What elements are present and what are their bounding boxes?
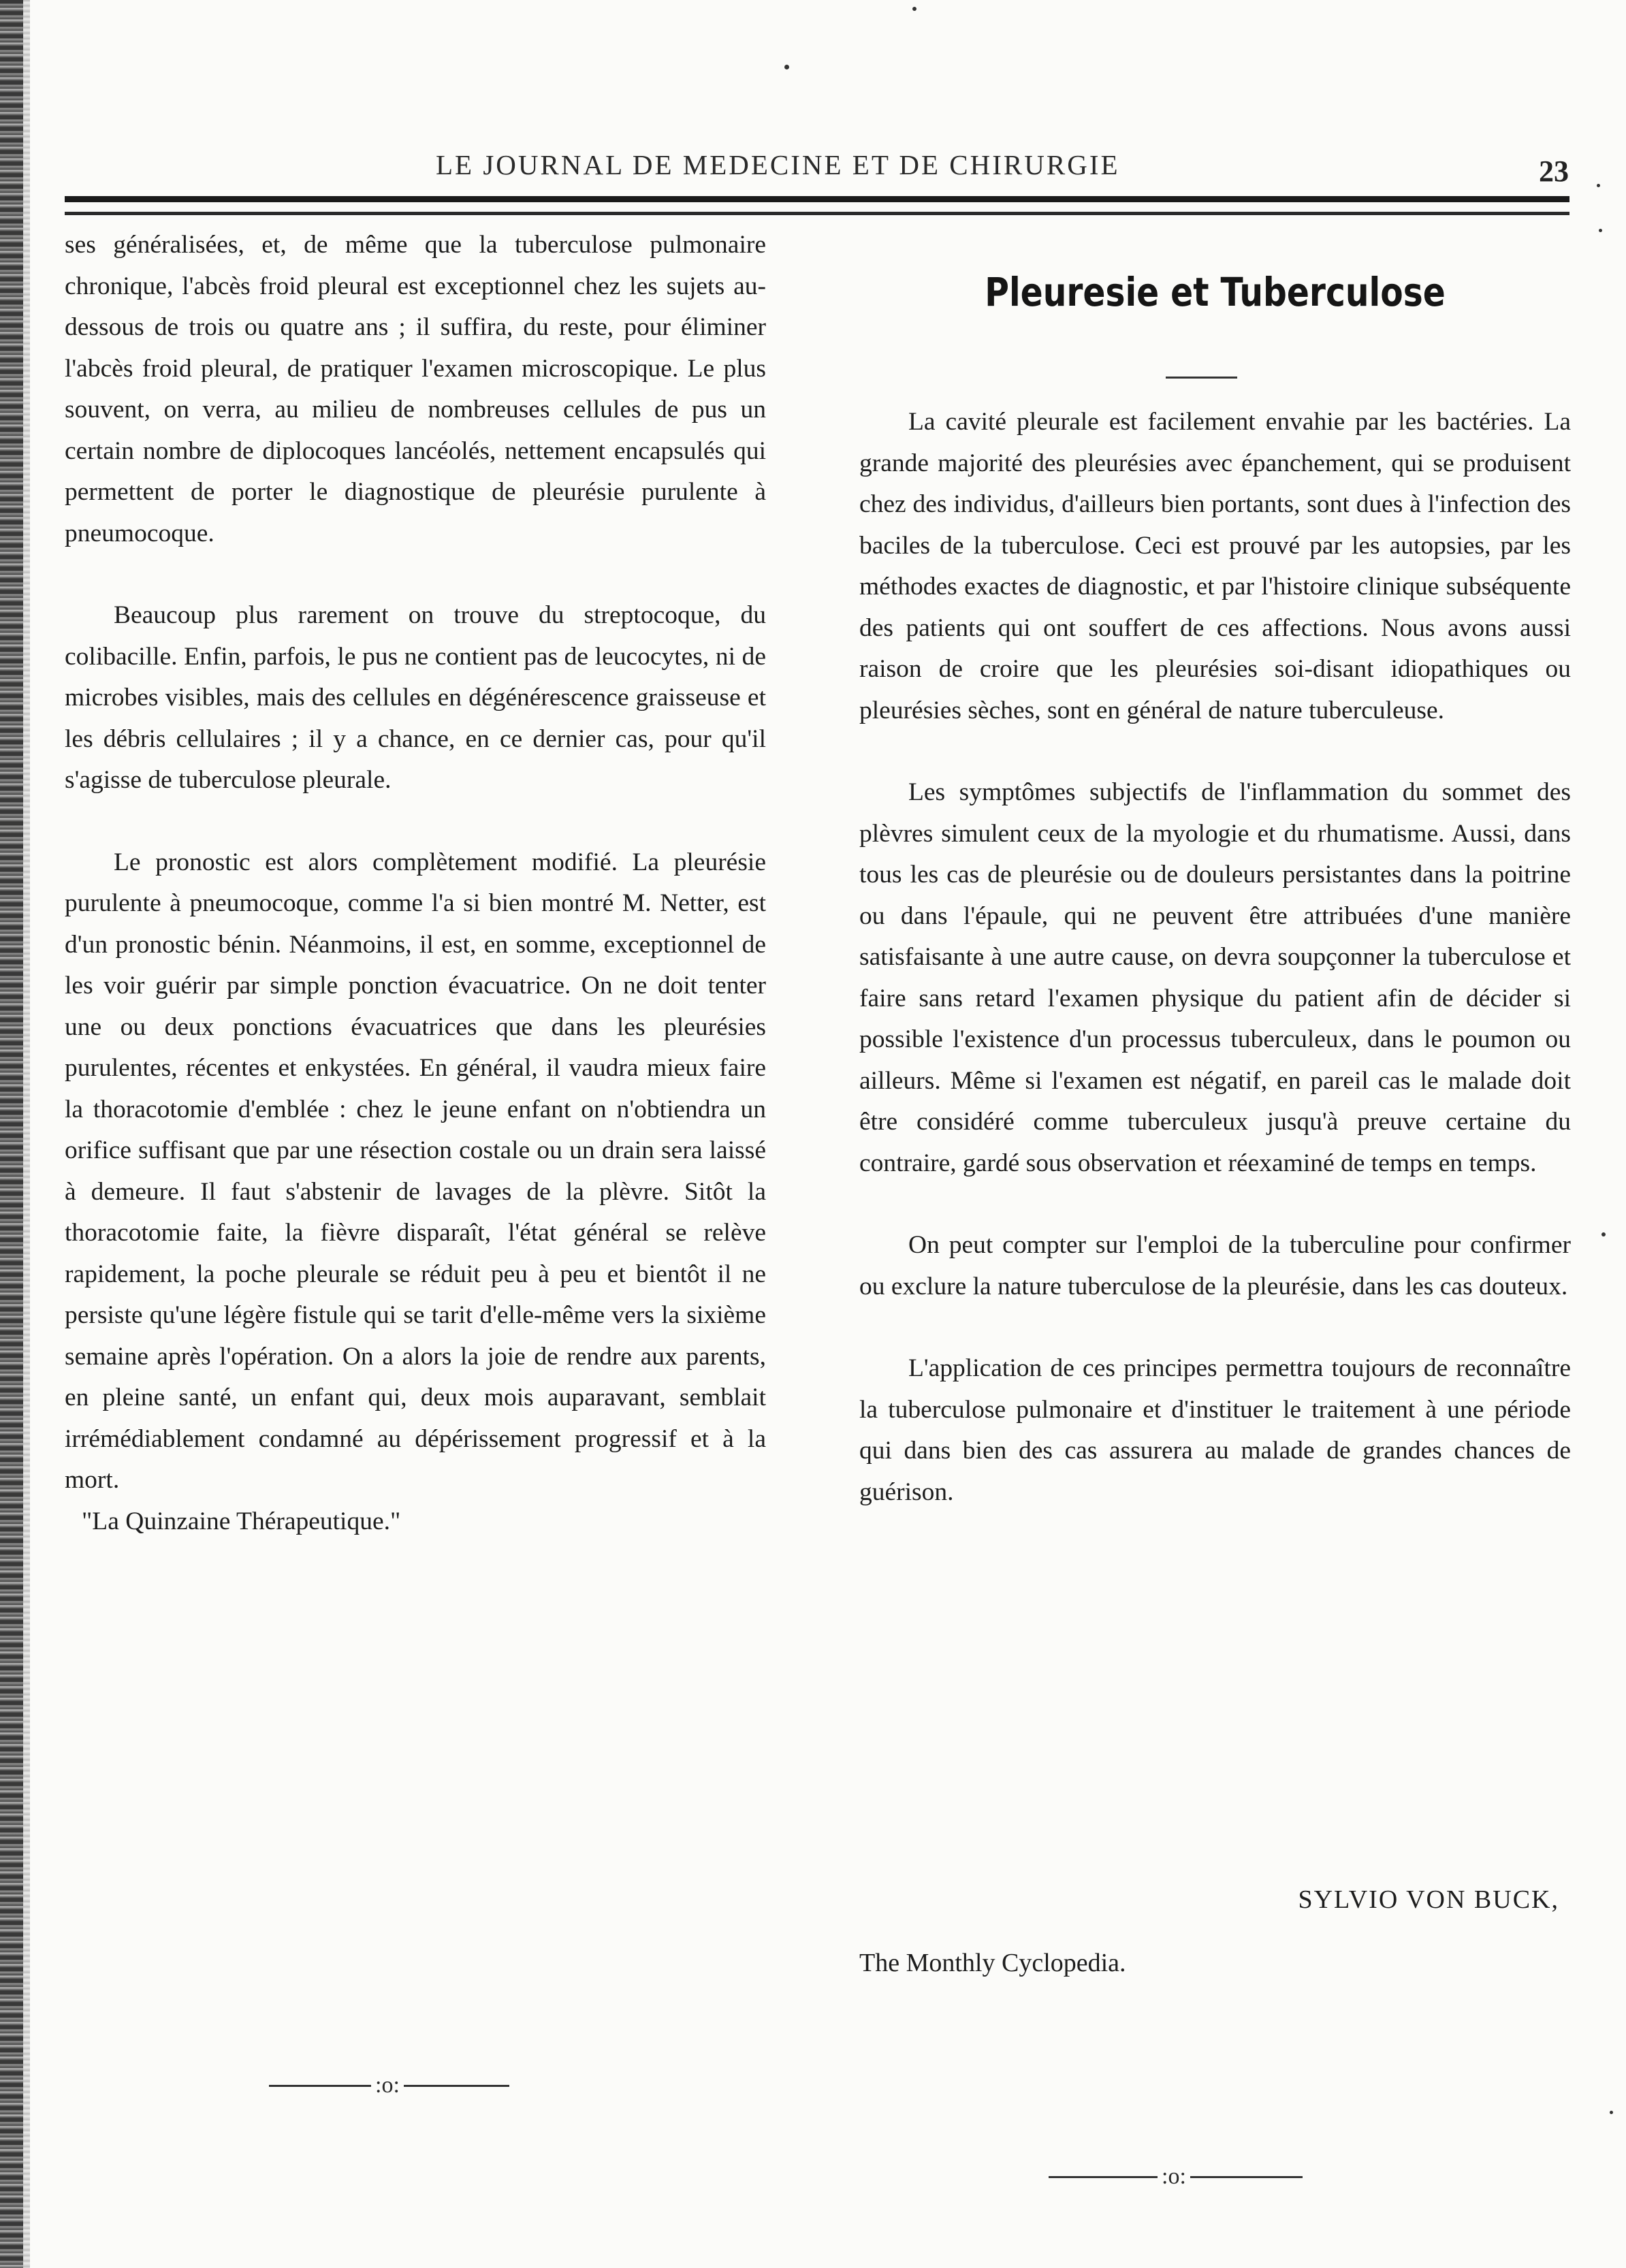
- right-paragraph-1: La cavité pleurale est facilement envahie par les bactéries. La grande majorité des pleurésies avec épanchement, qui se produisent chez des individus, d'ailleurs bien portants, sont dues à l'infection des baciles de la tuberculose. Ceci est prouvé par les autopsies, par les méthodes exactes de diagnostic, et par l'histoire clinique subséquente des patients qui ont souffert de ces affections. Nous avons aussi raison de croire que les pleurésies soi-disant idiopathiques ou pleurésies sèches, sont en général de nature tuberculeuse.: [859, 408, 1571, 724]
- left-column: [65, 225, 766, 1542]
- header-rule-thick: [65, 196, 1569, 202]
- author-signature: SYLVIO VON BUCK,: [1298, 1885, 1559, 1914]
- article-title: Pleuresie et Tuberculose: [985, 269, 1446, 315]
- right-end-ornament: [1049, 2164, 1303, 2190]
- title-rule: [1166, 377, 1237, 379]
- left-end-mark-text: :o:: [375, 2073, 400, 2098]
- left-paragraph-1: ses généralisées, et, de même que la tuberculose pulmonaire chronique, l'abcès froid pleural est exceptionnel chez les sujets au-dessous de trois ou quatre ans ; il suffira, du reste, pour éliminer l'abcès froid pleural, de pratiquer l'examen microscopique. Le plus souvent, on verra, au milieu de nombreuses cellules de pus un certain nombre de diplocoques lancéolés, nettement encapsulés qui permettent de porter le diagnostique de pleurésie purulente à pneumocoque.: [65, 231, 766, 547]
- left-paragraph-3: Le pronostic est alors complètement modifié. La pleurésie purulente à pneumocoque, comme l'a si bien montré M. Netter, est d'un pronostic bénin. Néanmoins, il est, en somme, exceptionnel de les voir guérir par simple ponction évacuatrice. On ne doit tenter une ou deux ponctions évacuatrices que dans les pleurésies purulentes, récentes et enkystées. En général, il vaudra mieux faire la thoracotomie d'emblée : chez le jeune enfant on n'obtiendra un orifice suffisant que par une résection costale ou un drain sera laissé à demeure. Il faut s'abstenir de lavages de la plèvre. Sitôt la thoracotomie faite, la fièvre disparaît, l'état général se relève rapidement, la poche pleurale se réduit peu à peu et bientôt il ne persiste qu'une légère fistule qui se tarit d'elle-même vers la sixième semaine après l'opération. On a alors la joie de rendre aux parents, en pleine santé, un enfant qui, deux mois auparavant, semblait irrémédiablement condamné au dépérissement progressif et à la mort.: [65, 848, 766, 1494]
- right-paragraph-2: Les symptômes subjectifs de l'inflammation du sommet des plèvres simulent ceux de la myologie et du rhumatisme. Aussi, dans tous les cas de pleurésie ou de douleurs persistantes dans la poitrine ou dans l'épaule, qui ne peuvent être attribuées d'une manière satisfaisante à une autre cause, on devra soupçonner la tuberculose et faire sans retard l'examen physique du patient afin de décider si possible l'existence d'un processus tuberculeux, dans le poumon ou ailleurs. Même si l'examen est négatif, en pareil cas le malade doit être considéré comme tuberculeux jusqu'à preuve certaine du contraire, gardé sous observation et réexaminé de temps en temps.: [859, 778, 1571, 1177]
- left-paragraph-2: Beaucoup plus rarement on trouve du streptocoque, du colibacille. Enfin, parfois, le pus ne contient pas de leucocytes, ni de microbes visibles, mais des cellules en dégénérescence graisseuse et les débris cellulaires ; il y a chance, en ce dernier cas, pour qu'il s'agisse de tuberculose pleurale.: [65, 601, 766, 794]
- binding-edge-shadow: [23, 0, 30, 2268]
- header-rule-thin: [65, 212, 1569, 215]
- page-number: 23: [1539, 155, 1569, 188]
- left-end-ornament: [269, 2073, 509, 2098]
- scan-speck: [1599, 229, 1602, 232]
- scan-speck: [1597, 184, 1600, 187]
- scan-speck: [912, 7, 916, 11]
- binding-edge: [0, 0, 23, 2268]
- scan-speck: [1610, 2111, 1613, 2114]
- scan-speck: [1601, 1232, 1606, 1236]
- running-title: LE JOURNAL DE MEDECINE ET DE CHIRURGIE: [436, 149, 1120, 180]
- right-end-mark-text: :o:: [1162, 2164, 1186, 2189]
- right-source-citation: The Monthly Cyclopedia.: [859, 1949, 1126, 1977]
- scan-speck: [784, 65, 789, 69]
- left-source-citation: "La Quinzaine Thérapeutique.": [82, 1507, 401, 1535]
- right-paragraph-3: On peut compter sur l'emploi de la tuberculine pour confirmer ou exclure la nature tuberculose de la pleurésie, dans les cas douteux.: [859, 1231, 1571, 1300]
- right-paragraph-4: L'application de ces principes permettra toujours de reconnaître la tuberculose pulmonaire et d'instituer le traitement à une période qui dans bien des cas assurera au malade de grandes chances de guérison.: [859, 1354, 1571, 1506]
- right-column: [859, 402, 1571, 1513]
